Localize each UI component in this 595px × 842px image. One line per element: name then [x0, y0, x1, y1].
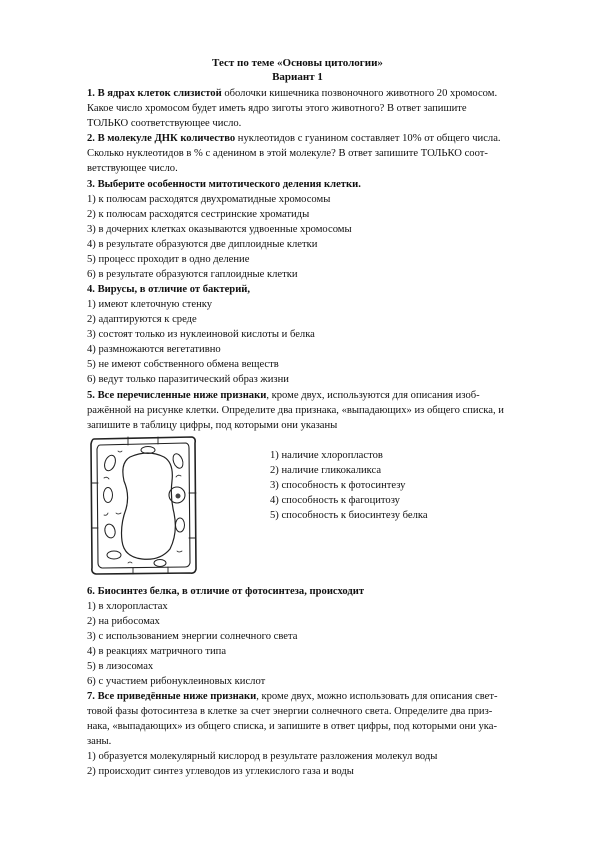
question-6-option: 5) в лизосомах	[87, 661, 154, 672]
question-5-option: 3) способность к фотосинтезу	[270, 480, 406, 491]
question-7-line-2: товой фазы фотосинтеза в клетке за счет энергии солнечного света. Определите два приз-	[87, 706, 493, 717]
test-title: Тест по теме «Основы цитологии»	[212, 57, 383, 69]
question-7-line-1	[87, 690, 498, 703]
question-4-option: 2) адаптируются к среде	[87, 314, 197, 325]
question-3-option: 6) в результате образуются гаплоидные клетки	[87, 269, 298, 280]
question-3-option: 1) к полюсам расходятся двухроматидные хромосомы	[87, 194, 331, 205]
question-2-line-2: Сколько нуклеотидов в % с аденином в этой молекуле? В ответ запишите ТОЛЬКО соот-	[87, 148, 488, 159]
question-6-option: 4) в реакциях матричного типа	[87, 646, 227, 657]
question-3-heading: 3. Выберите особенности митотического деления клетки.	[87, 179, 361, 190]
question-1-line-1	[87, 87, 497, 100]
question-5-line-2: ражённой на рисунке клетки. Определите два признака, «выпадающих» из общего списка, и	[87, 405, 504, 416]
question-4-option: 4) размножаются вегетативно	[87, 344, 221, 355]
question-6-option: 3) с использованием энергии солнечного света	[87, 631, 298, 642]
question-1-line-2: Какое число хромосом будет иметь ядро зиготы этого животного? В ответ запишите	[87, 103, 467, 114]
question-4-option: 3) состоят только из нуклеиновой кислоты и белка	[87, 329, 315, 340]
question-4-heading: 4. Вирусы, в отличие от бактерий,	[87, 284, 251, 295]
question-3-option: 5) процесс проходит в одно деление	[87, 254, 250, 265]
variant-heading: Вариант 1	[272, 71, 323, 83]
question-6-option: 6) с участием рибонуклеиновых кислот	[87, 676, 266, 687]
question-5-option: 4) способность к фагоцитозу	[270, 495, 400, 506]
question-1-lead: 1. В ядрах клеток слизистой	[87, 88, 222, 99]
question-7-line-4: заны.	[87, 736, 112, 747]
question-6-option: 1) в хлоропластах	[87, 601, 168, 612]
question-3-option: 4) в результате образуются две диплоидные клетки	[87, 239, 318, 250]
question-5-lead: 5. Все перечисленные ниже признаки	[87, 390, 267, 401]
question-7-option: 1) образуется молекулярный кислород в результате разложения молекул воды	[87, 751, 438, 762]
question-7-text: , кроме двух, можно использовать для описания свет-	[256, 691, 498, 702]
question-1-text: оболочки кишечника позвоночного животного 20 хромосом.	[221, 88, 498, 99]
question-5-option: 5) способность к биосинтезу белка	[270, 510, 428, 521]
question-5-text: , кроме двух, используются для описания изоб-	[266, 390, 480, 401]
question-5-line-1	[87, 389, 480, 402]
question-7-lead: 7. Все приведённые ниже признаки	[87, 691, 257, 702]
question-3-option: 2) к полюсам расходятся сестринские хроматиды	[87, 209, 310, 220]
question-5-line-3: запишите в таблицу цифры, под которыми они указаны	[87, 420, 338, 431]
question-2-line-3: ветствующее число.	[87, 163, 178, 174]
question-4-option: 5) не имеют собственного обмена веществ	[87, 359, 279, 370]
question-3-option: 3) в дочерних клетках оказываются удвоенные хромосомы	[87, 224, 352, 235]
question-4-option: 6) ведут только паразитический образ жизни	[87, 374, 289, 385]
plant-cell-figure	[88, 433, 200, 578]
question-5-option: 2) наличие гликокаликса	[270, 465, 382, 476]
question-4-option: 1) имеют клеточную стенку	[87, 299, 213, 310]
question-7-option: 2) происходит синтез углеводов из углекислого газа и воды	[87, 766, 354, 777]
question-6-option: 2) на рибосомах	[87, 616, 160, 627]
question-2-lead: 2. В молекуле ДНК количество	[87, 133, 236, 144]
question-2-line-1	[87, 132, 501, 145]
question-1-line-3: ТОЛЬКО соответствующее число.	[87, 118, 242, 129]
question-6-heading: 6. Биосинтез белка, в отличие от фотосинтеза, происходит	[87, 586, 365, 597]
question-2-text: нуклеотидов с гуанином составляет 10% от общего числа.	[235, 133, 501, 144]
question-7-line-3: нака, «выпадающих» из общего списка, и запишите в ответ цифры, под которыми они ука-	[87, 721, 497, 732]
question-5-option: 1) наличие хлоропластов	[270, 450, 383, 461]
